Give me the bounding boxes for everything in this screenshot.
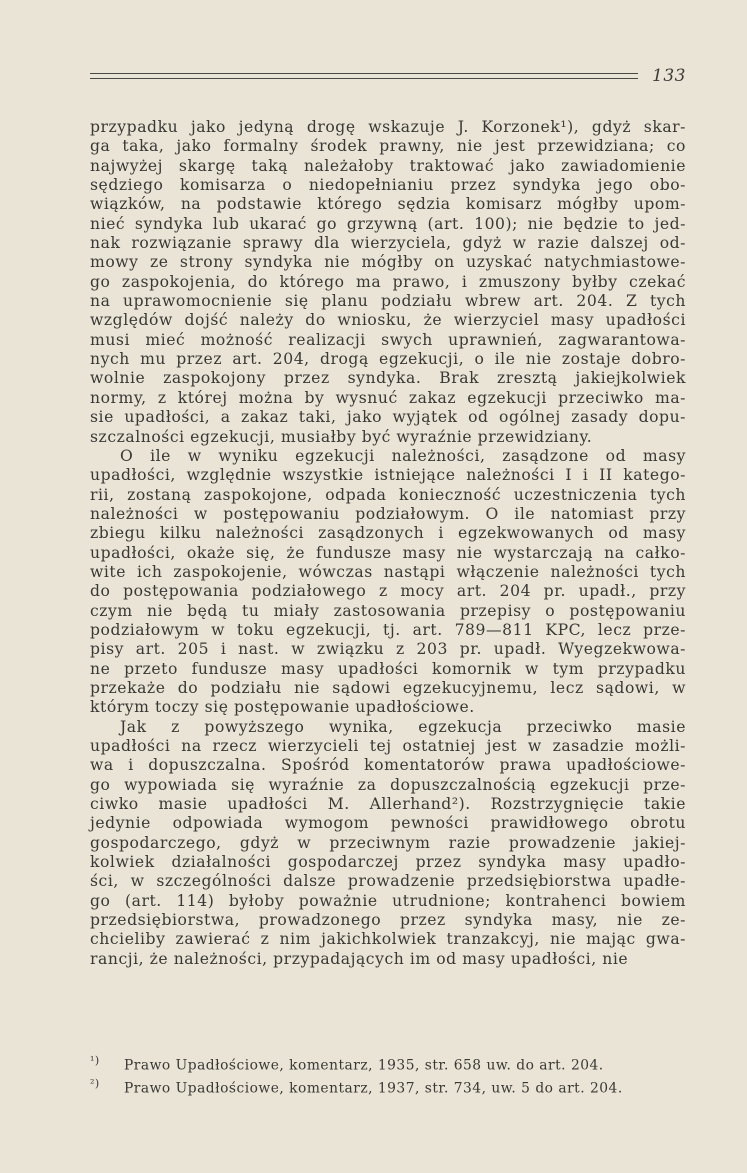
text-line: przedsiębiorstwa, prowadzonego przez syndyka masy, nie ze- bbox=[90, 911, 686, 930]
text-line: przekaże do podziału nie sądowi egzekucyjnemu, lecz sądowi, w bbox=[90, 678, 686, 697]
text-line: przypadku jako jedyną drogę wskazuje J. Korzonek¹), gdyż skar- bbox=[90, 118, 686, 136]
text-line: ne przeto fundusze masy upadłości komornik w tym przypadku bbox=[90, 659, 686, 678]
footnote-text: Prawo Upadłościowe, komentarz, 1937, str. 734, uw. 5 do art. 204. bbox=[124, 1080, 623, 1097]
text-line: rii, zostaną zaspokojone, odpada konieczność uczestniczenia tych bbox=[90, 485, 686, 504]
text-line: normy, z której można by wysnuć zakaz egzekucji przeciwko ma- bbox=[90, 388, 686, 407]
page-number: 133 bbox=[652, 66, 686, 86]
text-line: chcieliby zawierać z nim jakichkolwiek tranzakcyj, nie mając gwa- bbox=[90, 930, 686, 949]
page-header bbox=[90, 66, 686, 90]
text-line: Jak z powyższego wynika, egzekucja przeciwko masie bbox=[120, 717, 686, 736]
footnote bbox=[90, 1075, 686, 1098]
footnote-text: Prawo Upadłościowe, komentarz, 1935, str. 658 uw. do art. 204. bbox=[124, 1057, 604, 1074]
text-line: go zaspokojenia, do którego ma prawo, i zmuszony byłby czekać bbox=[90, 272, 686, 291]
text-line: ciwko masie upadłości M. Allerhand²). Rozstrzygnięcie takie bbox=[90, 795, 686, 814]
text-line: rancji, że należności, przypadających im od masy upadłości, nie bbox=[90, 949, 629, 968]
text-line: pisy art. 205 i nast. w związku z 203 pr. upadł. Wyegzekwowa- bbox=[90, 640, 686, 659]
footnote bbox=[90, 1052, 686, 1075]
text-line: nych mu przez art. 204, drogą egzekucji, o ile nie zostaje dobro- bbox=[90, 350, 686, 369]
footnotes bbox=[90, 1052, 686, 1098]
text-line: najwyżej skargę taką należałoby traktować jako zawiadomienie bbox=[90, 156, 686, 175]
text-line: zbiegu kilku należności zasądzonych i egzekwowanych od masy bbox=[90, 524, 686, 543]
body-text bbox=[90, 118, 686, 969]
text-line: czym nie będą tu miały zastosowania przepisy o postępowaniu bbox=[90, 601, 686, 620]
text-line: nieć syndyka lub ukarać go grzywną (art. 100); nie będzie to jed- bbox=[90, 214, 686, 233]
text-line: upadłości, okaże się, że fundusze masy nie wystarczają na całko- bbox=[90, 543, 686, 562]
text-line: musi mieć możność realizacji swych uprawnień, zagwarantowa- bbox=[90, 330, 686, 349]
text-line: sie upadłości, a zakaz taki, jako wyjątek od ogólnej zasady dopu- bbox=[90, 408, 686, 427]
text-line: ga taka, jako formalny środek prawny, nie jest przewidziana; co bbox=[90, 137, 686, 156]
text-line: którym toczy się postępowanie upadłościowe. bbox=[90, 698, 475, 717]
text-line: go wypowiada się wyraźnie za dopuszczalnością egzekucji prze- bbox=[90, 775, 686, 794]
header-rule-bottom bbox=[90, 78, 638, 79]
footnote-mark: ²) bbox=[90, 1077, 100, 1091]
text-line: kolwiek działalności gospodarczej przez syndyka masy upadło- bbox=[90, 853, 686, 872]
text-line: względów dojść należy do wniosku, że wierzyciel masy upadłości bbox=[90, 311, 686, 330]
text-line: wa i dopuszczalna. Spośród komentatorów prawa upadłościowe- bbox=[90, 756, 686, 775]
text-line: szczalności egzekucji, musiałby być wyraźnie przewidziany. bbox=[90, 427, 593, 446]
text-line: jedynie odpowiada wymogom pewności prawidłowego obrotu bbox=[90, 814, 686, 833]
text-line: wite ich zaspokojenie, wówczas nastąpi włączenie należności tych bbox=[90, 562, 686, 581]
text-line: mowy ze strony syndyka nie mógłby on uzyskać natychmiastowe- bbox=[90, 253, 686, 272]
text-line: upadłości, względnie wszystkie istniejące należności I i II katego- bbox=[90, 466, 686, 485]
text-line: upadłości na rzecz wierzycieli tej ostatniej jest w zasadzie możli- bbox=[90, 737, 686, 755]
text-line: wolnie zaspokojony przez syndyka. Brak zresztą jakiejkolwiek bbox=[90, 369, 686, 388]
header-rule-top bbox=[90, 73, 638, 74]
text-line: gospodarczego, gdyż w przeciwnym razie prowadzenie jakiej- bbox=[90, 833, 686, 852]
footnote-mark: ¹) bbox=[90, 1054, 100, 1067]
text-line: podziałowym w toku egzekucji, tj. art. 789—811 KPC, lecz prze- bbox=[90, 620, 686, 639]
text-line: wiązków, na podstawie którego sędzia komisarz mógłby upom- bbox=[90, 195, 686, 214]
text-line: go (art. 114) byłoby poważnie utrudnione; kontrahenci bowiem bbox=[90, 891, 686, 910]
text-line: należności w postępowaniu podziałowym. O ile natomiast przy bbox=[90, 504, 686, 523]
text-line: na uprawomocnienie się planu podziału wbrew art. 204. Z tych bbox=[90, 292, 686, 311]
text-line: do postępowania podziałowego z mocy art. 204 pr. upadł., przy bbox=[90, 582, 686, 601]
text-line: O ile w wyniku egzekucji należności, zasądzone od masy bbox=[120, 446, 686, 465]
text-line: sędziego komisarza o niedopełnianiu przez syndyka jego obo- bbox=[90, 176, 686, 195]
text-line: ści, w szczególności dalsze prowadzenie przedsiębiorstwa upadłe- bbox=[90, 872, 686, 891]
text-line: nak rozwiązanie sprawy dla wierzyciela, gdyż w razie dalszej od- bbox=[90, 234, 686, 253]
